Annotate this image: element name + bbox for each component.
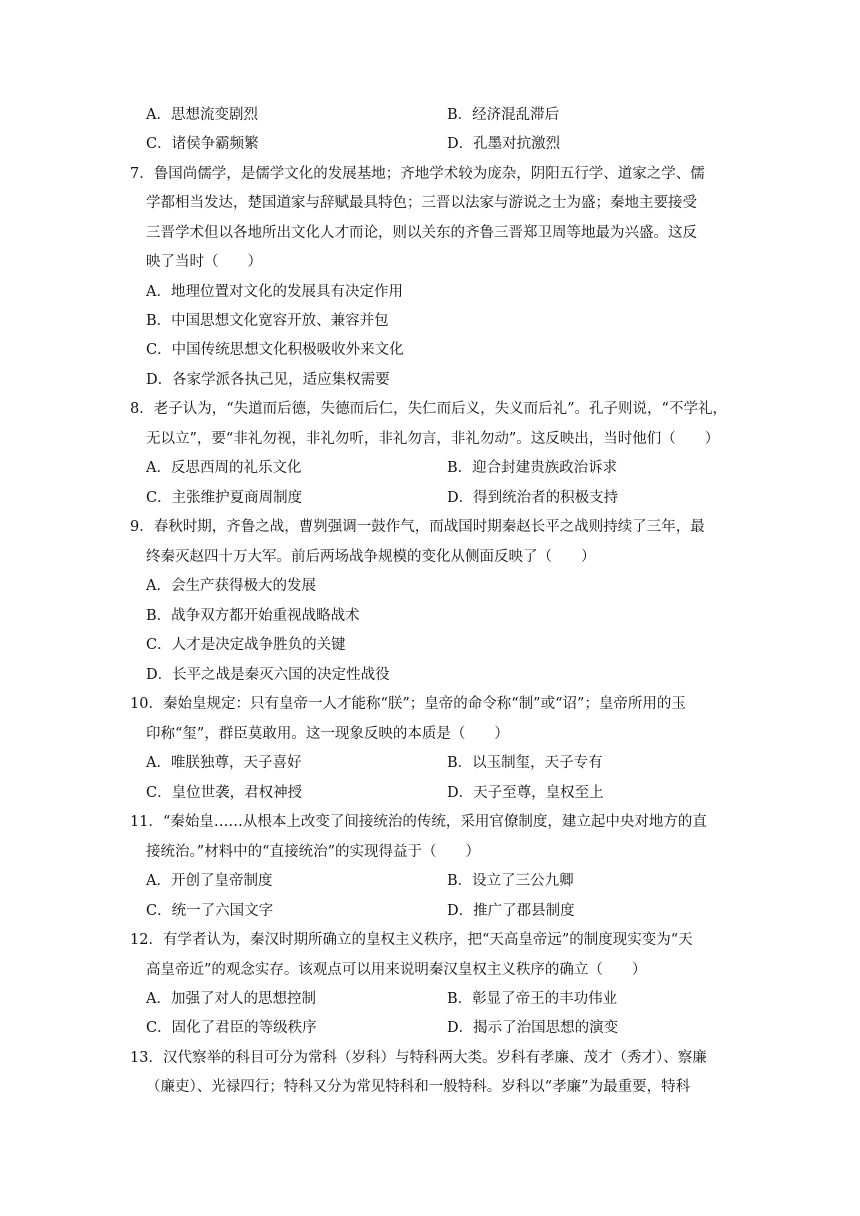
q8-option-c: C．主张维护夏商周制度	[146, 490, 303, 506]
q10-options-row-1	[0, 753, 860, 773]
q10-option-a: A．唯朕独尊，天子喜好	[146, 755, 302, 771]
q11-option-a: A．开创了皇帝制度	[146, 873, 273, 889]
q7-option-b: B．中国思想文化宽容开放、兼容并包	[146, 313, 389, 329]
q7-option-a: A．地理位置对文化的发展具有决定作用	[146, 284, 403, 300]
q11-option-d: D．推广了郡县制度	[447, 903, 575, 919]
q10-option-d: D．天子至尊，皇权至上	[447, 785, 604, 801]
q7-stem-line-3: 三晋学术但以各地所出文化人才而论，则以关东的齐鲁三晋郑卫周等地最为兴盛。这反	[146, 225, 697, 241]
q10-stem-line-1: 10．秦始皇规定：只有皇帝一人才能称“朕”；皇帝的命令称“制”或“诏”；皇帝所用的玉	[130, 696, 686, 712]
q6-options-row-2	[0, 134, 860, 154]
q12-option-a: A．加强了对人的思想控制	[146, 991, 316, 1007]
q12-option-c: C．固化了君臣的等级秩序	[146, 1020, 317, 1036]
q7-stem-line-4: 映了当时（ ）	[146, 254, 262, 270]
q9-option-c: C．人才是决定战争胜负的关键	[146, 637, 346, 653]
q9-stem-line-1: 9．春秋时期，齐鲁之战，曹刿强调一鼓作气，而战国时期秦赵长平之战则持续了三年，最	[130, 519, 705, 535]
q8-options-row-1	[0, 458, 860, 478]
q12-option-b: B．彰显了帝王的丰功伟业	[447, 991, 618, 1007]
q6-options-row-1	[0, 105, 860, 125]
q11-options-row-2	[0, 901, 860, 921]
q8-stem-line-2: 无以立”，要“非礼勿视，非礼勿听，非礼勿言，非礼勿动”。这反映出，当时他们（ ）	[146, 431, 720, 447]
q13-stem-line-2: （廉吏）、光禄四行；特科又分为常见特科和一般特科。岁科以“孝廉”为最重要，特科	[146, 1079, 691, 1095]
q6-option-a: A．思想流变剧烈	[146, 107, 258, 123]
q9-option-a: A．会生产获得极大的发展	[146, 578, 316, 594]
q8-option-b: B．迎合封建贵族政治诉求	[447, 460, 618, 476]
q12-option-d: D．揭示了治国思想的演变	[447, 1020, 619, 1036]
q7-option-d: D．各家学派各执己见，适应集权需要	[146, 372, 390, 388]
q9-stem-line-2: 终秦灭赵四十万大军。前后两场战争规模的变化从侧面反映了（ ）	[146, 549, 596, 565]
q6-option-c: C．诸侯争霸频繁	[146, 136, 259, 152]
q10-option-b: B．以玉制玺，天子专有	[447, 755, 603, 771]
q11-options-row-1	[0, 871, 860, 891]
q12-stem-line-1: 12．有学者认为，秦汉时期所确立的皇权主义秩序，把“天高皇帝远”的制度现实变为“天	[130, 932, 693, 948]
q11-stem-line-2: 接统治。”材料中的“直接统治”的实现得益于（ ）	[146, 844, 480, 860]
q11-stem-line-1: 11．“秦始皇……从根本上改变了间接统治的传统，采用官僚制度，建立起中央对地方的直	[130, 814, 707, 830]
q10-options-row-2	[0, 783, 860, 803]
q12-options-row-2	[0, 1018, 860, 1038]
q8-options-row-2	[0, 488, 860, 508]
q8-stem-line-1: 8．老子认为，“失道而后德，失德而后仁，失仁而后义，失义而后礼”。孔子则说，“不学礼，	[130, 401, 727, 417]
q8-option-d: D．得到统治者的积极支持	[447, 490, 619, 506]
q10-option-c: C．皇位世袭，君权神授	[146, 785, 303, 801]
q6-option-b: B．经济混乱滞后	[447, 107, 560, 123]
q10-stem-line-2: 印称“玺”，群臣莫敢用。这一现象反映的本质是（ ）	[146, 726, 509, 742]
q8-option-a: A．反思西周的礼乐文化	[146, 460, 302, 476]
q12-stem-line-2: 高皇帝近”的观念实存。该观点可以用来说明秦汉皇权主义秩序的确立（ ）	[146, 962, 647, 978]
q12-options-row-1	[0, 989, 860, 1009]
q11-option-c: C．统一了六国文字	[146, 903, 274, 919]
q9-option-b: B．战争双方都开始重视战略战术	[146, 608, 360, 624]
q7-stem-line-2: 学都相当发达，楚国道家与辞赋最具特色；三晋以法家与游说之士为盛；秦地主要接受	[146, 195, 697, 211]
q7-option-c: C．中国传统思想文化积极吸收外来文化	[146, 342, 404, 358]
q7-stem-line-1: 7．鲁国尚儒学，是儒学文化的发展基地；齐地学术较为庞杂，阴阳五行学、道家之学、儒	[130, 166, 705, 182]
q13-stem-line-1: 13．汉代察举的科目可分为常科（岁科）与特科两大类。岁科有孝廉、茂才（秀才）、察廉	[130, 1050, 707, 1066]
q9-option-d: D．长平之战是秦灭六国的决定性战役	[146, 667, 390, 683]
q6-option-d: D．孔墨对抗激烈	[447, 136, 561, 152]
q11-option-b: B．设立了三公九卿	[447, 873, 574, 889]
